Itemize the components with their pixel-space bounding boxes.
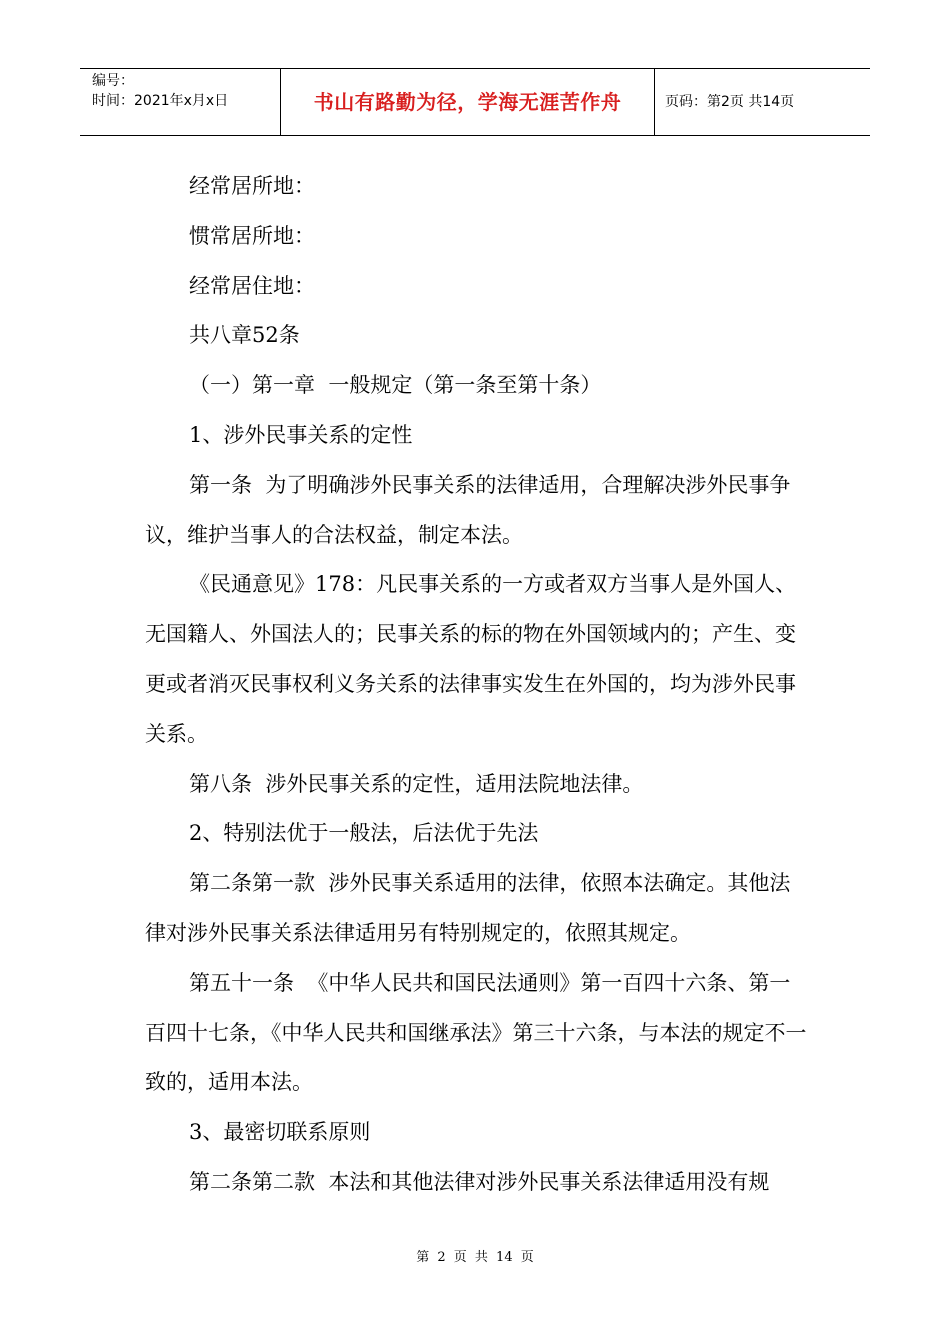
number-label: 编号： [92,73,134,89]
document-body [145,162,810,1208]
subsection-heading: 3、最密切联系原则 [189,1120,371,1145]
subsection-heading: 2、特别法优于一般法，后法优于先法 [189,821,539,846]
paragraph: 共八章52条 [189,323,300,348]
paragraph: 第二条第一款 涉外民事关系适用的法律，依照本法确定。其他法律对涉外民事关系法律适用另有特别规定的，依照其规定。 [145,871,791,945]
paragraph: 惯常居所地： [189,223,315,248]
document-header [80,68,870,136]
paragraph: 第二条第二款 本法和其他法律对涉外民事关系法律适用没有规 [189,1169,770,1194]
header-motto: 书山有路勤为径，学海无涯苦作舟 [281,69,655,135]
date-label: 时间：2021年x月x日 [92,93,229,109]
subsection-heading: 1、涉外民事关系的定性 [189,422,413,447]
section-heading: （一）第一章 一般规定（第一条至第十条） [189,373,602,398]
paragraph: 第八条 涉外民事关系的定性，适用法院地法律。 [189,771,644,796]
paragraph: 第一条 为了明确涉外民事关系的法律适用，合理解决涉外民事争议，维护当事人的合法权益，制定本法。 [145,472,791,547]
header-page-info: 页码：第2页 共14页 [665,94,795,110]
paragraph: 经常居住地： [189,273,315,298]
paragraph: 经常居所地： [189,174,315,198]
paragraph: 《民通意见》178：凡民事关系的一方或者双方当事人是外国人、无国籍人、外国法人的；民事关系的标的物在外国领域内的；产生、变更或者消灭民事权利义务关系的法律事实发生在外国的，均为涉外民事关系。 [145,572,797,746]
header-meta-cell [80,69,281,135]
paragraph: 第五十一条 《中华人民共和国民法通则》第一百四十六条、第一百四十七条，《中华人民共和国继承法》第三十六条，与本法的规定不一致的，适用本法。 [145,970,807,1095]
page-footer: 第 2 页 共 14 页 [416,1250,534,1265]
